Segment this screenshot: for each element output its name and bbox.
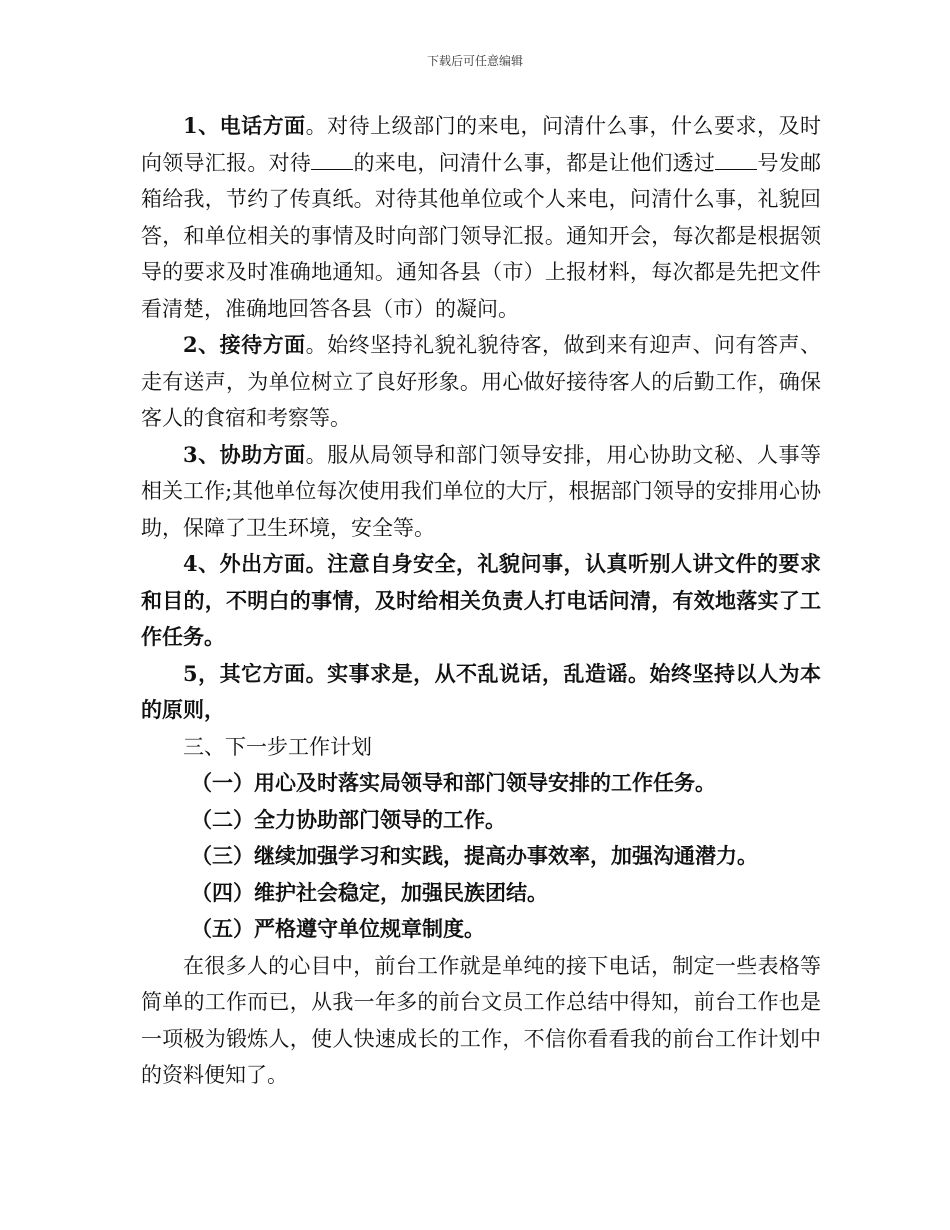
- blank-line: [311, 168, 353, 170]
- blank-line: [715, 168, 757, 170]
- paragraph-other: 5，其它方面。实事求是，从不乱说话，乱造谣。始终坚持以人为本的原则，: [141, 660, 821, 722]
- plan-item: （三）继续加强学习和实践，提高办事效率，加强沟通潜力。: [191, 843, 758, 868]
- paragraph-assist: [141, 437, 821, 547]
- phone-text-3: 号发邮箱给我，节约了传真纸。对待其他单位或个人来电，问清什么事，礼貌回答，和单位相关的事情及时向部门领导汇报。通知开会，每次都是根据领导的要求及时准确地通知。通知各县（市）上报材料，每次都是先把文件看清楚，准确地回答各县（市）的凝问。: [141, 150, 822, 321]
- page-header: 下载后可任意编辑: [426, 54, 523, 68]
- plan-item: （一）用心及时落实局领导和部门领导安排的工作任务。: [191, 770, 716, 795]
- paragraph-phone: [141, 108, 821, 327]
- phone-text-1: 。对待上级部门的来电，问清什么事，什么要求，及时向领导汇报。对待: [141, 114, 821, 175]
- paragraph-reception: [141, 327, 821, 437]
- reception-text: 。始终坚持礼貌礼貌待客，做到来有迎声、问有答声、走有送声，为单位树立了良好形象。用心做好接待客人的后勤工作，确保客人的食宿和考察等。: [141, 333, 821, 430]
- assist-text: 。服从局领导和部门领导安排，用心协助文秘、人事等相关工作;其他单位每次使用我们单位的大厅，根据部门领导的安排用心协助，保障了卫生环境，安全等。: [141, 442, 821, 540]
- paragraph-closing: 在很多人的心目中，前台工作就是单纯的接下电话，制定一些表格等简单的工作而已，从我一年多的前台文员工作总结中得知，前台工作也是一项极为锻炼人，使人快速成长的工作，不信你看看我的前台工作计划中的资料便知了。: [141, 953, 821, 1087]
- plan-item: （五）严格遵守单位规章制度。: [191, 916, 485, 941]
- plan-item: （二）全力协助部门领导的工作。: [191, 806, 506, 832]
- paragraph-outing: 4、外出方面。注意自身安全，礼貌问事，认真听别人讲文件的要求和目的，不明白的事情，及时给相关负责人打电话问清，有效地落实了工作任务。: [141, 551, 821, 649]
- lead-phone: 1、电话方面: [183, 113, 306, 138]
- phone-text-2: 的来电，问清什么事，都是让他们透过: [353, 150, 716, 175]
- lead-reception: 2、接待方面: [183, 332, 306, 357]
- plan-heading: 三、下一步工作计划: [183, 734, 372, 759]
- lead-assist: 3、协助方面: [183, 441, 306, 467]
- document-body: [141, 108, 821, 1094]
- plan-item: （四）维护社会稳定，加强民族团结。: [191, 879, 548, 905]
